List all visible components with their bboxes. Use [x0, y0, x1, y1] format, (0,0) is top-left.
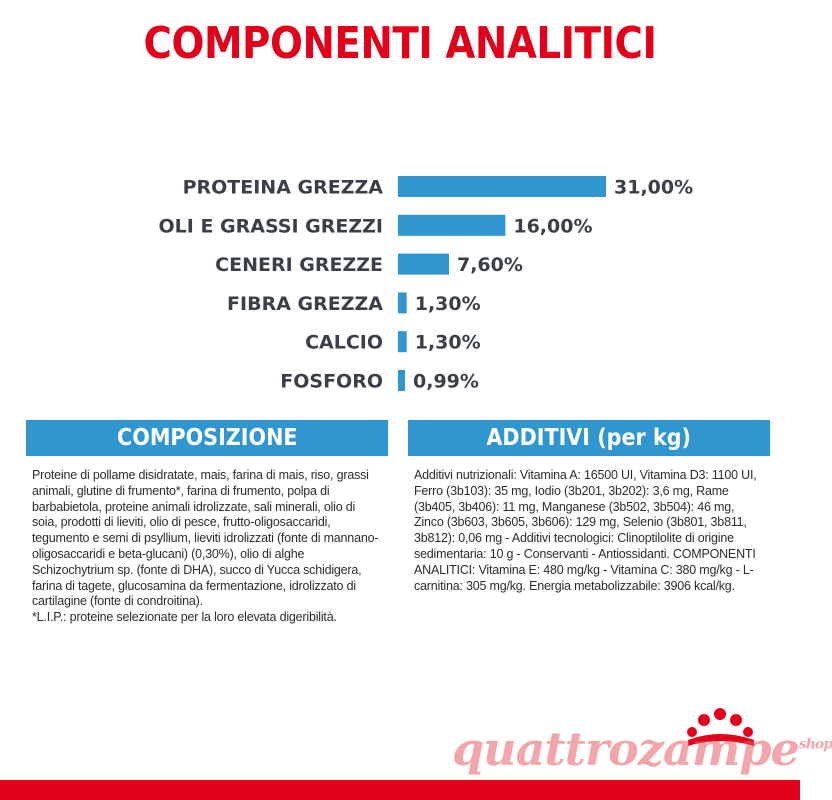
category-label: PROTEINA GREZZA	[182, 176, 383, 199]
additives-text: Additivi nutrizionali: Vitamina A: 16500 UI, Vitamina D3: 1100 UI, Ferro (3b103): 35 mg, Iodio (3b201, 3b202): 3,6 mg, Rame (3b405, 3b406): 11 mg, Manganese (3b502, 3b504): 46 mg, Zinco (3b603, 3b605, 3b606): 129 mg, Selenio (3b801, 3b811, 3b812): 0,06 mg - Additivi tecnologici: Clinoptilolite di origine sedimentaria: 10 g - Conservanti - Antiossidanti. COMPONENTI ANALITICI: Vitamina E: 480 mg/kg - Vitamina C: 380 mg/kg - L-carnitina: 305 mg/kg. Energia metabolizzabile: 3906 kcal/kg.	[414, 468, 757, 593]
value-label: 31,00%	[614, 176, 694, 199]
value-label: 0,99%	[413, 370, 479, 393]
value-label: 1,30%	[414, 331, 481, 354]
composition-panel	[26, 420, 388, 626]
value-label: 16,00%	[513, 215, 593, 238]
category-label: FIBRA GREZZA	[227, 292, 383, 315]
category-label: CENERI GREZZE	[215, 254, 383, 277]
value-label: 1,30%	[414, 292, 481, 315]
watermark	[452, 722, 832, 776]
additives-body	[408, 468, 770, 594]
composition-note: *L.I.P.: proteine selezionate per la loro elevata digeribilità.	[32, 610, 337, 625]
bar	[398, 176, 606, 197]
watermark-tag: shop	[798, 736, 832, 753]
bar	[398, 215, 505, 236]
bar	[398, 331, 407, 352]
additives-header	[408, 420, 770, 456]
composition-body	[26, 468, 388, 626]
category-label: CALCIO	[305, 331, 383, 354]
nutrient-bar-chart	[0, 160, 800, 400]
bottom-brand-bar	[0, 780, 800, 800]
composition-text: Proteine di pollame disidratate, mais, farina di mais, riso, grassi animali, glutine di frumento*, farina di frumento, polpa di barbabietola, proteine animali idrolizzate, sali minerali, olio di soia, prodotti di lieviti, olio di pesce, frutto-oligosaccaridi, tegumento e semi di psyllium, lieviti idrolizzati (fonte di mannano-oligosaccaridi e beta-glucani) (0,30%), olio di alghe Schizochytrium sp. (fonte di DHA), succo di Yucca schidigera, farina di tagete, glucosamina da fermentazione, idrolizzato di cartilagine (fonte di condroitina).	[32, 468, 379, 609]
value-label: 7,60%	[456, 254, 523, 277]
composition-header-label: COMPOSIZIONE	[116, 425, 298, 451]
bar	[398, 370, 405, 391]
additives-panel	[408, 420, 770, 594]
composition-header	[26, 420, 388, 456]
bar	[398, 292, 407, 313]
category-label: OLI E GRASSI GREZZI	[158, 215, 383, 238]
category-label: FOSFORO	[280, 370, 383, 393]
page-title: COMPONENTI ANALITICI	[143, 18, 657, 69]
additives-header-label: ADDITIVI (per kg)	[486, 425, 692, 451]
bar	[398, 254, 449, 275]
watermark-text: quattrozampe	[452, 722, 799, 776]
